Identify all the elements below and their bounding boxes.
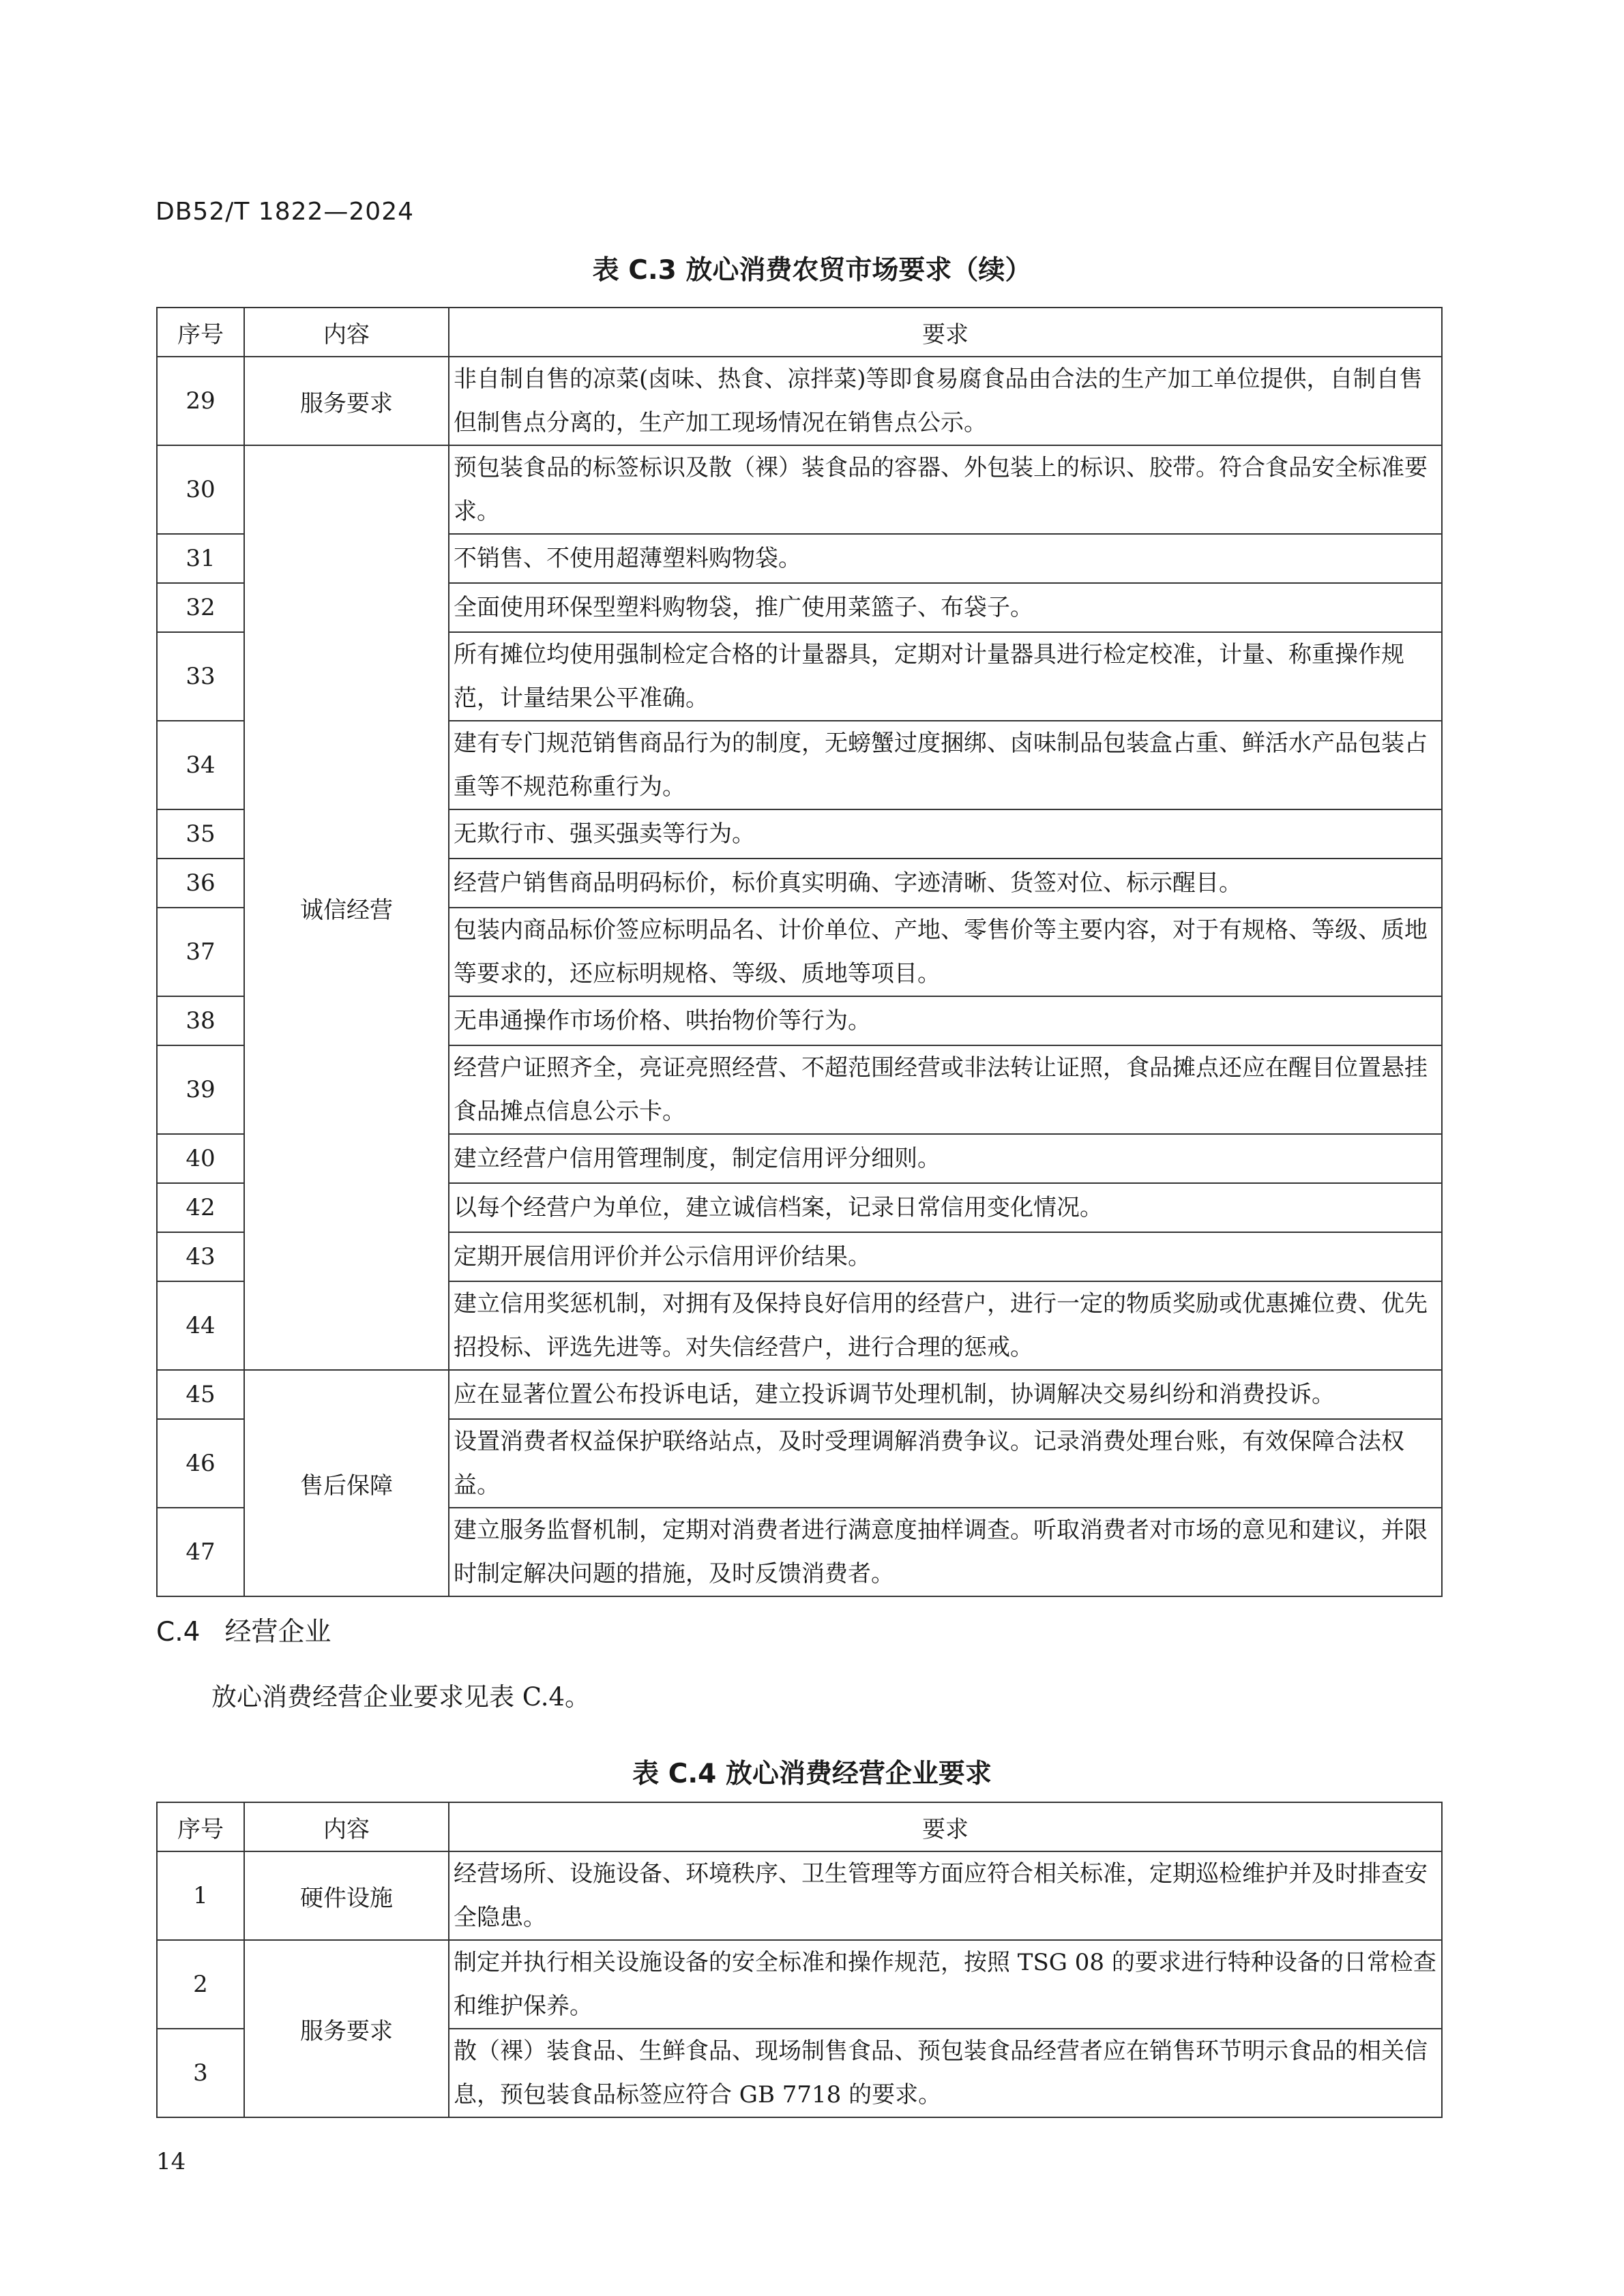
category-cell: 服务要求: [244, 357, 449, 445]
row-number: 43: [157, 1232, 244, 1281]
requirements-table-c3: [156, 307, 1443, 1597]
requirement-text: 设置消费者权益保护联络站点，及时受理调解消费争议。记录消费处理台账，有效保障合法权益。: [449, 1419, 1442, 1508]
table-row: [157, 1370, 1442, 1419]
header-requirement: 要求: [449, 1802, 1442, 1851]
document-code: DB52/T 1822—2024: [156, 198, 415, 226]
row-number: 2: [157, 1940, 244, 2029]
requirement-text: 预包装食品的标签标识及散（裸）装食品的容器、外包装上的标识、胶带。符合食品安全标准要求。: [449, 445, 1442, 534]
header-content: 内容: [244, 1802, 449, 1851]
requirement-text: 经营户证照齐全，亮证亮照经营、不超范围经营或非法转让证照，食品摊点还应在醒目位置悬挂食品摊点信息公示卡。: [449, 1045, 1442, 1134]
row-number: 34: [157, 721, 244, 809]
requirement-text: 无串通操作市场价格、哄抬物价等行为。: [449, 996, 1442, 1045]
requirement-text: 应在显著位置公布投诉电话，建立投诉调节处理机制，协调解决交易纠纷和消费投诉。: [449, 1370, 1442, 1419]
requirement-text: 制定并执行相关设施设备的安全标准和操作规范，按照 TSG 08 的要求进行特种设备的日常检查和维护保养。: [449, 1940, 1442, 2029]
requirement-text: 非自制自售的凉菜(卤味、热食、凉拌菜)等即食易腐食品由合法的生产加工单位提供，自制自售但制售点分离的，生产加工现场情况在销售点公示。: [449, 357, 1442, 445]
requirement-text: 无欺行市、强买强卖等行为。: [449, 809, 1442, 859]
row-number: 31: [157, 534, 244, 583]
table-header-row: [157, 1802, 1442, 1851]
category-cell: 硬件设施: [244, 1851, 449, 1940]
requirement-text: 以每个经营户为单位，建立诚信档案，记录日常信用变化情况。: [449, 1183, 1442, 1232]
requirement-text: 全面使用环保型塑料购物袋，推广使用菜篮子、布袋子。: [449, 583, 1442, 632]
row-number: 45: [157, 1370, 244, 1419]
requirement-text: 定期开展信用评价并公示信用评价结果。: [449, 1232, 1442, 1281]
row-number: 32: [157, 583, 244, 632]
table-row: [157, 445, 1442, 534]
body-paragraph: 放心消费经营企业要求见表 C.4。: [211, 1682, 591, 1712]
row-number: 36: [157, 859, 244, 908]
page-number: 14: [156, 2148, 186, 2175]
requirement-text: 不销售、不使用超薄塑料购物袋。: [449, 534, 1442, 583]
row-number: 38: [157, 996, 244, 1045]
row-number: 40: [157, 1134, 244, 1183]
requirement-text: 建有专门规范销售商品行为的制度，无螃蟹过度捆绑、卤味制品包装盒占重、鲜活水产品包装占重等不规范称重行为。: [449, 721, 1442, 809]
row-number: 29: [157, 357, 244, 445]
header-number: 序号: [157, 308, 244, 357]
row-number: 47: [157, 1508, 244, 1596]
requirement-text: 建立信用奖惩机制，对拥有及保持良好信用的经营户，进行一定的物质奖励或优惠摊位费、优先招投标、评选先进等。对失信经营户，进行合理的惩戒。: [449, 1281, 1442, 1370]
table-caption: 表 C.3 放心消费农贸市场要求（续）: [592, 255, 1032, 286]
row-number: 30: [157, 445, 244, 534]
section-title: 经营企业: [224, 1617, 331, 1648]
requirement-text: 散（裸）装食品、生鲜食品、现场制售食品、预包装食品经营者应在销售环节明示食品的相关信息，预包装食品标签应符合 GB 7718 的要求。: [449, 2029, 1442, 2117]
table-row: [157, 1940, 1442, 2029]
section-number: C.4: [156, 1617, 201, 1648]
requirement-text: 经营场所、设施设备、环境秩序、卫生管理等方面应符合相关标准，定期巡检维护并及时排查安全隐患。: [449, 1851, 1442, 1940]
row-number: 37: [157, 908, 244, 996]
row-number: 44: [157, 1281, 244, 1370]
category-cell: 售后保障: [244, 1370, 449, 1596]
requirement-text: 建立经营户信用管理制度，制定信用评分细则。: [449, 1134, 1442, 1183]
row-number: 42: [157, 1183, 244, 1232]
row-number: 35: [157, 809, 244, 859]
header-content: 内容: [244, 308, 449, 357]
category-cell: 诚信经营: [244, 445, 449, 1370]
section-heading: [156, 1611, 331, 1649]
table-header-row: [157, 308, 1442, 357]
row-number: 39: [157, 1045, 244, 1134]
table-row: [157, 357, 1442, 445]
row-number: 46: [157, 1419, 244, 1508]
row-number: 1: [157, 1851, 244, 1940]
requirement-text: 建立服务监督机制，定期对消费者进行满意度抽样调查。听取消费者对市场的意见和建议，并限时制定解决问题的措施，及时反馈消费者。: [449, 1508, 1442, 1596]
requirement-text: 所有摊位均使用强制检定合格的计量器具，定期对计量器具进行检定校准，计量、称重操作规范，计量结果公平准确。: [449, 632, 1442, 721]
category-cell: 服务要求: [244, 1940, 449, 2117]
table-row: [157, 1851, 1442, 1940]
row-number: 33: [157, 632, 244, 721]
header-requirement: 要求: [449, 308, 1442, 357]
requirements-table-c4: [156, 1802, 1443, 2118]
requirement-text: 包装内商品标价签应标明品名、计价单位、产地、零售价等主要内容，对于有规格、等级、质地等要求的，还应标明规格、等级、质地等项目。: [449, 908, 1442, 996]
row-number: 3: [157, 2029, 244, 2117]
requirement-text: 经营户销售商品明码标价，标价真实明确、字迹清晰、货签对位、标示醒目。: [449, 859, 1442, 908]
table-caption: 表 C.4 放心消费经营企业要求: [632, 1759, 992, 1789]
header-number: 序号: [157, 1802, 244, 1851]
